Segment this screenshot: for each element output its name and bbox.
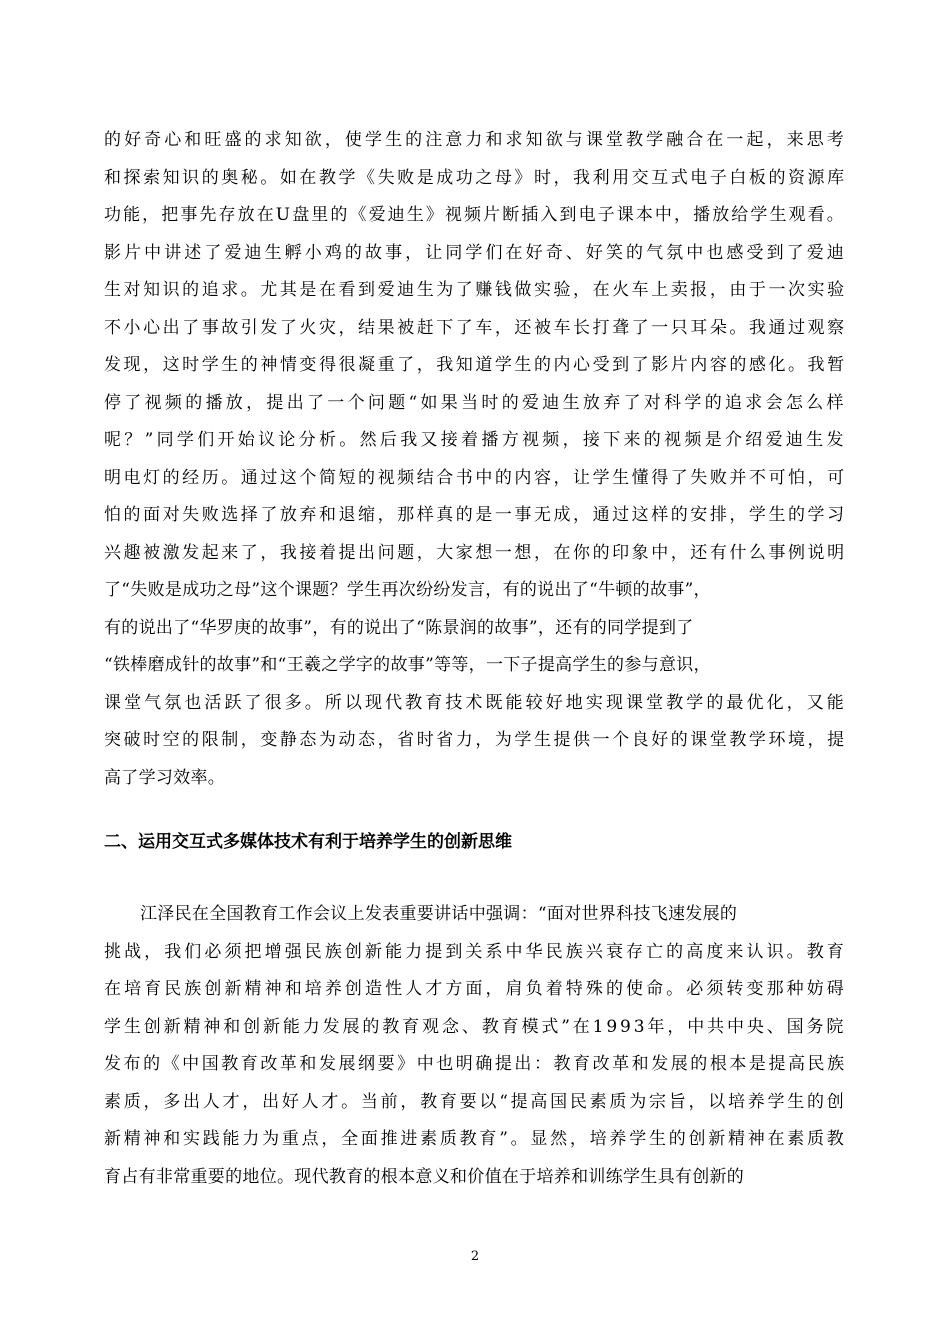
text-line: 了“失败是成功之母”这个课题？学生再次纷纷发言，有的说出了“牛顿的故事”， <box>104 580 711 600</box>
text-line: 影片中讲述了爱迪生孵小鸡的故事，让同学们在好奇、好笑的气氛中也感受到了爱迪 <box>104 242 847 263</box>
text-line: 课堂气氛也活跃了很多。所以现代教育技术既能较好地实现课堂教学的最优化，又能 <box>104 692 847 713</box>
text-line: 明电灯的经历。通过这个简短的视频结合书中的内容，让学生懂得了失败并不可怕，可 <box>104 467 847 488</box>
page-number: 2 <box>470 1249 480 1264</box>
text-line: 新精神和实践能力为重点，全面推进素质教育”。显然，培养学生的创新精神在素质教 <box>104 1129 847 1149</box>
text-line: 素质，多出人才，出好人才。当前，教育要以“提高国民素质为宗旨，以培养学生的创 <box>104 1091 847 1112</box>
text-line: 功能，把事先存放在U盘里的《爱迪生》视频片断插入到电子课本中，播放给学生观看。 <box>104 205 846 225</box>
text-line: 生对知识的追求。尤其是在看到爱迪生为了赚钱做实验，在火车上卖报，由于一次实验 <box>104 280 847 300</box>
text-line: 突破时空的限制，变静态为动态，省时省力，为学生提供一个良好的课堂教学环境，提 <box>104 730 847 750</box>
text-line: 的好奇心和旺盛的求知欲，使学生的注意力和求知欲与课堂教学融合在一起，来思考 <box>104 130 847 150</box>
text-line: 和探索知识的奥秘。如在教学《失败是成功之母》时，我利用交互式电子白板的资源库 <box>104 167 847 188</box>
text-line: “铁棒磨成针的故事”和“王羲之学字的故事”等等，一下子提高学生的参与意识， <box>104 655 711 675</box>
text-line: 不小心出了事故引发了火灾，结果被赶下了车，还被车长打聋了一只耳朵。我通过观察 <box>104 317 847 338</box>
section-heading: 二、运用交互式多媒体技术有利于培养学生的创新思维 <box>104 832 512 852</box>
text-line: 在培育民族创新精神和培养创造性人才方面，肩负着特殊的使命。必须转变那种妨碍 <box>104 979 847 999</box>
text-line: 发布的《中国教育改革和发展纲要》中也明确提出：教育改革和发展的根本是提高民族 <box>104 1054 847 1074</box>
text-line: 兴趣被激发起来了，我接着提出问题，大家想一想，在你的印象中，还有什么事例说明 <box>104 542 847 563</box>
text-line: 育占有非常重要的地位。现代教育的根本意义和价值在于培养和训练学生具有创新的 <box>104 1166 745 1187</box>
text-line: 学生创新精神和创新能力发展的教育观念、教育模式”在1993年，中共中央、国务院 <box>104 1016 847 1037</box>
text-line: 有的说出了“华罗庚的故事”，有的说出了“陈景润的故事”，还有的同学提到了 <box>104 617 694 638</box>
text-line: 怕的面对失败选择了放弃和退缩，那样真的是一事无成，通过这样的安排，学生的学习 <box>104 505 847 525</box>
text-line: 高了学习效率。 <box>104 767 226 788</box>
text-line: 呢？”同学们开始议论分析。然后我又接着播方视频，接下来的视频是介绍爱迪生发 <box>104 430 847 450</box>
text-line: 发现，这时学生的神情变得很凝重了，我知道学生的内心受到了影片内容的感化。我暂 <box>104 355 847 375</box>
text-line: 江泽民在全国教育工作会议上发表重要讲话中强调：“面对世界科技飞速发展的 <box>140 904 738 924</box>
text-line: 挑战，我们必须把增强民族创新能力提到关系中华民族兴衰存亡的高度来认识。教育 <box>104 941 847 962</box>
text-line: 停了视频的播放，提出了一个问题“如果当时的爱迪生放弃了对科学的追求会怎么样 <box>104 392 847 413</box>
